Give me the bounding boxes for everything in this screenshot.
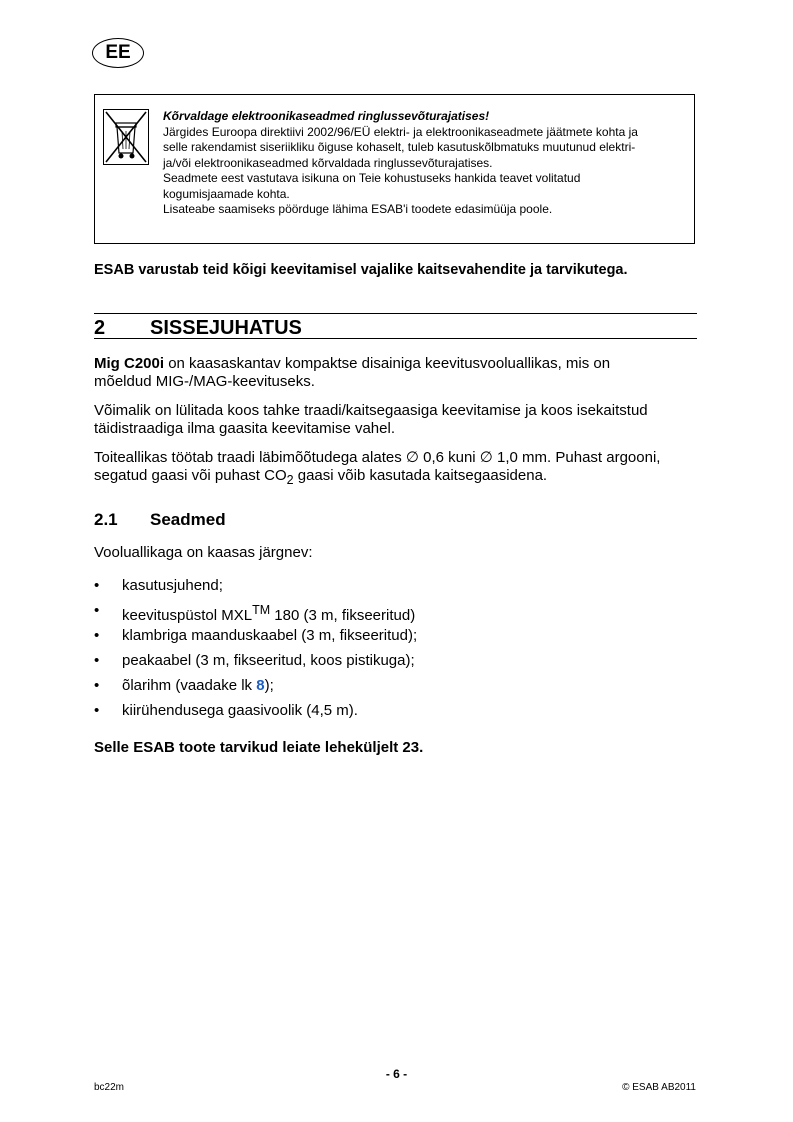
language-badge <box>92 38 144 68</box>
intro-paragraph-1 <box>94 355 699 390</box>
weee-notice-box <box>94 94 695 244</box>
item-text-rest: ); <box>264 677 274 694</box>
intro-p3-line2b: gaasi võib kasutada kaitsegaasidena. <box>293 466 548 484</box>
item-text: klambriga maanduskaabel (3 m, fikseeritud); <box>122 627 418 644</box>
list-item <box>94 602 699 627</box>
bullet: • <box>94 702 100 719</box>
equipment-intro: Vooluallikaga on kaasas järgnev: <box>94 544 313 561</box>
section-2-heading <box>94 313 697 339</box>
intro-p2-line1: Võimalik on lülitada koos tahke traadi/kaitsegaasiga keevitamise ja koos isekaitstud <box>94 402 648 419</box>
intro-p2-line2: täidistraadiga ilma gaasita keevitamise vahel. <box>94 419 395 437</box>
intro-p3-line1: Toiteallikas töötab traadi läbimõõtudega alates ∅ 0,6 kuni ∅ 1,0 mm. Puhast argooni, <box>94 449 661 466</box>
page-number: - 6 - <box>385 1067 408 1081</box>
weee-line-5: kogumisjaamade kohta. <box>163 186 290 201</box>
item-text: õlarihm (vaadake lk <box>122 677 257 694</box>
section-2-1-heading <box>94 510 226 530</box>
list-item <box>94 652 699 677</box>
item-text-rest: 180 (3 m, fikseeritud) <box>270 607 416 624</box>
intro-p1-rest: on kaasaskantav kompaktse disainiga keevitusvooluallikas, mis on <box>164 355 611 372</box>
section-2-1-title: Seadmed <box>150 510 226 529</box>
weee-notice-text <box>163 109 693 218</box>
bullet: • <box>94 677 100 694</box>
trademark-superscript: TM <box>252 603 271 617</box>
list-item <box>94 677 699 702</box>
list-item <box>94 627 699 652</box>
bullet: • <box>94 602 100 619</box>
crossed-out-wheelie-bin-icon <box>103 109 149 165</box>
intro-p1-line2: mõeldud MIG-/MAG-keevituseks. <box>94 372 315 390</box>
item-text: kasutusjuhend; <box>122 577 223 594</box>
section-2-title: SISSEJUHATUS <box>150 317 302 339</box>
intro-paragraph-3 <box>94 449 699 489</box>
product-name: Mig C200i <box>94 355 165 372</box>
section-2-number: 2 <box>94 317 106 339</box>
intro-paragraph-2 <box>94 402 699 437</box>
section-2-1-number: 2.1 <box>94 510 118 529</box>
item-text: peakaabel (3 m, fikseeritud, koos pistikuga); <box>122 652 415 669</box>
bullet: • <box>94 627 100 644</box>
page-8-link[interactable]: 8 <box>256 677 265 694</box>
weee-title: Kõrvaldage elektroonikaseadmed ringlussevõturajatises! <box>163 109 490 123</box>
co2-subscript: 2 <box>286 472 294 487</box>
list-item <box>94 702 699 727</box>
document-code: bc22m <box>94 1082 125 1093</box>
bullet: • <box>94 577 100 594</box>
equipment-list <box>94 577 699 727</box>
weee-line-6: Lisateabe saamiseks pöörduge lähima ESAB'i toodete edasimüüja poole. <box>163 202 553 216</box>
accessories-note: Selle ESAB toote tarvikud leiate leheküljelt 23. <box>94 739 424 756</box>
weee-line-2: selle rakendamist siseriikliku õiguse kohaselt, tuleb kasutuskõlbmatuks muutunud elektri- <box>163 140 636 154</box>
copyright: © ESAB AB2011 <box>622 1082 696 1093</box>
weee-line-1: Järgides Euroopa direktiivi 2002/96/EÜ elektri- ja elektroonikaseadmete jäätmete kohta ja <box>163 124 638 139</box>
intro-p3-line2a: segatud gaasi või puhast CO <box>94 466 287 484</box>
weee-line-3: ja/või elektroonikaseadmed kõrvaldada ringlussevõturajatises. <box>163 155 493 170</box>
weee-line-4: Seadmete eest vastutava isikuna on Teie kohustuseks hankida teavet volitatud <box>163 171 581 185</box>
item-text: keevituspüstol MXL <box>122 607 253 624</box>
bullet: • <box>94 652 100 669</box>
list-item <box>94 577 699 602</box>
item-text: kiirühendusega gaasivoolik (4,5 m). <box>122 702 358 719</box>
esab-safety-note: ESAB varustab teid kõigi keevitamisel vajalike kaitsevahendite ja tarvikutega. <box>94 262 628 278</box>
language-code: EE <box>105 42 131 63</box>
